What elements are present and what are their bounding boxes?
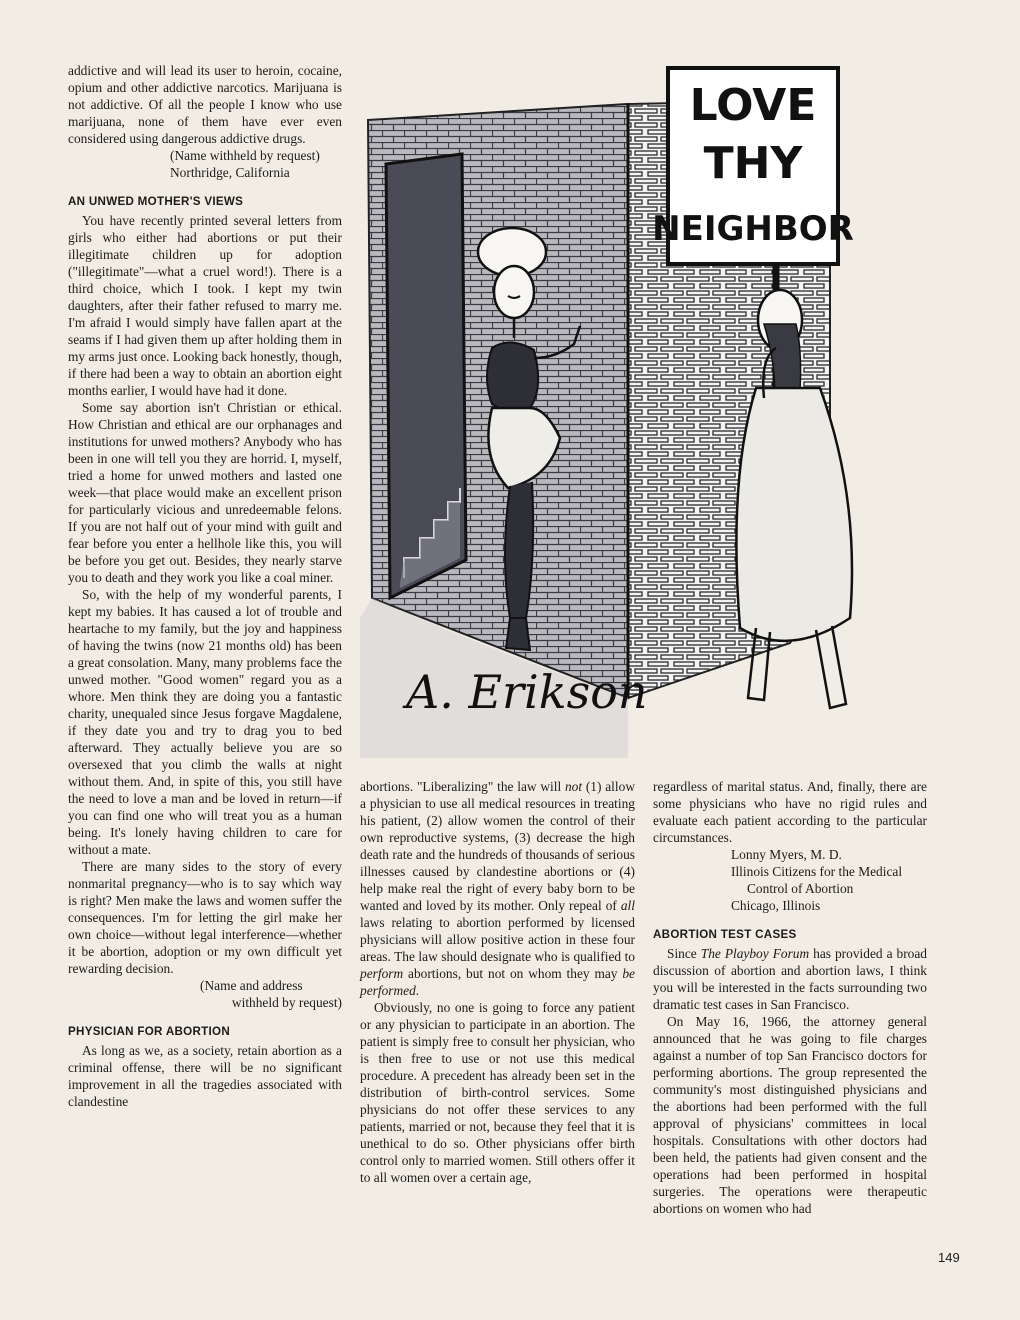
letter-location: Northridge, California: [170, 165, 290, 180]
cartoon-illustration: [360, 58, 926, 758]
letter-paragraph: regardless of marital status. And, finally, there are some physicians who have no rigid rules and evaluate each patient according to the particular circumstances.: [653, 779, 927, 845]
letter-organization: Illinois Citizens for the Medical: [731, 864, 903, 879]
section-heading: PHYSICIAN FOR ABORTION: [68, 1025, 231, 1038]
letter-paragraph: You have recently printed several letters from girls who either had abortions or put their illegitimate children up for adoption ("illegitimate"—what a cruel word!). There is a third choice, which I took. I kept my twin daughters, after their father refused to marry me. I'm afraid I would simply have fallen apart at the seams if I had given them up after holding them in my arms just once. Looking back honestly, though, if there had been a way to obtain an abortion eight months earlier, I would have had it done.: [68, 213, 342, 398]
letter-location: Chicago, Illinois: [731, 898, 821, 913]
letter-paragraph: As long as we, as a society, retain abortion as a criminal offense, there will be no significant improvement in all the tragedies associated with clandestine: [68, 1043, 342, 1109]
column-left: [68, 62, 342, 1110]
letter-paragraph: There are many sides to the story of every nonmarital pregnancy—who is to say which way is right? Men make the laws and women suffer the consequences. I'm for letting the girl make her own choice—without legal interference—whether it be abortion, adoption or my own difficult yet rewarding decision.: [68, 859, 342, 976]
letter-signature: (Name and address: [200, 978, 303, 993]
letter-paragraph: Some say abortion isn't Christian or ethical. How Christian and ethical are our orphanages and institutions for unwed mothers? Anybody who has been in one will tell you they are horrid. I, myself, tried a home for unwed mothers and lasted one week—that place would make an excellent prison for particularly vicious and unredeemable felons. If you are not half out of your mind with guilt and fear before you enter a hellhole like this, you will be before you get out. Besides, they nearly starve you to death and they work you like a coal miner.: [68, 400, 342, 585]
letter-signature: withheld by request): [231, 995, 342, 1010]
section-heading: ABORTION TEST CASES: [653, 928, 797, 941]
column-right: [653, 778, 927, 1217]
letter-paragraph: So, with the help of my wonderful parents, I kept my babies. It has caused a lot of trouble and heartache to my family, but the joy and happiness of having the twins (now 21 months old) has been a great consolation. Many, many problems face the unwed mother. "Good women" regard you as a whore. Men think they are doing you a fantastic charity, unequaled since Jesus forgave Magdalene, if they date you and try to drag you to bed afterward. They actually believe you are so oversexed that you climb the walls at night without them. And, in spite of this, you still have the need to love a man and be loved in return—if you can find one who will treat you as a human being. It's lonely having children to care for without a mate.: [68, 587, 342, 857]
letter-paragraph: addictive and will lead its user to heroin, cocaine, opium and other addictive narcotics. Marijuana is not addictive. Of all the people I know who use marijuana, none of them have ever even considered using dangerous addictive drugs.: [68, 63, 342, 146]
letter-signature: (Name withheld by request): [170, 148, 320, 163]
page-number: 149: [938, 1250, 960, 1265]
letter-signature: Lonny Myers, M. D.: [731, 847, 842, 862]
letter-paragraph: abortions. "Liberalizing" the law will not (1) allow a physician to use all medical resources in treating his patient, (2) allow women the control of their own reproductive systems, (3) decrease the high death rate and the hundreds of thousands of serious illnesses caused by clandestine abortions or (4) help make real the right of every baby born to be wanted and loved by its mother. Only repeal of all laws relating to abortion performed by licensed physicians will allow positive action in these four areas. The law should designate who is qualified to perform abortions, but not on whom they may be performed.: [360, 779, 635, 998]
section-heading: AN UNWED MOTHER'S VIEWS: [68, 195, 244, 208]
letter-paragraph: Since The Playboy Forum has provided a broad discussion of abortion and abortion laws, I think you will be interested in the facts surrounding two dramatic test cases in San Francisco.: [653, 946, 927, 1012]
sign-text-line: LOVE: [689, 80, 817, 131]
column-middle: [360, 778, 635, 1186]
letter-paragraph: On May 16, 1966, the attorney general announced that he was going to file charges against a number of top San Francisco doctors for performing abortions. The group represented the community's most distinguished physicians and the abortions had been performed with the full approval of physicians' committees in local hospitals. Consultations with other doctors had been held, the patients had given consent and the operations had been performed in hospital surgeries. The operations were therapeutic abortions on women who had: [653, 1014, 927, 1216]
sign-text-line: NEIGHBOR: [652, 209, 854, 249]
sign-text-line: THY: [703, 138, 803, 189]
artist-signature: A. Erikson: [406, 665, 648, 719]
letter-organization: Control of Abortion: [747, 881, 854, 896]
letter-paragraph: Obviously, no one is going to force any patient or any physician to participate in an abortion. The patient is simply free to consult her physician, who is then free to use or not use this medical procedure. A precedent has already been set in the distribution of birth-control services. Some physicians do not offer these services to any patients, married or not, because they feel that it is unethical to do so. Other physicians offer birth control only to married women. Still others offer it to all women over a certain age,: [360, 1000, 635, 1185]
